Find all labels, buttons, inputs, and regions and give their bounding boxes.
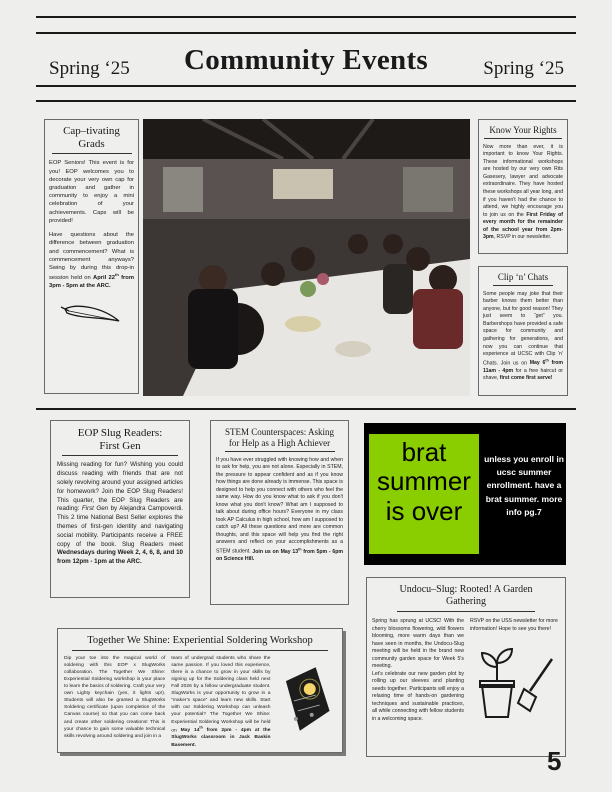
clip-chats-text: Some people may joke that their barber knows them better than anyone, but for good reason! They just seem to “get” you. Barbershops have provided a safe space for community and gathering for generations, and now you can continue that experience at UCSC with Clip ‘n’ Chats. Join us on May 6th from 11am - 4pm for a free haircut or shave, first come first serve! (483, 290, 563, 382)
undocu-slug-box (366, 577, 566, 757)
brat-green-block: brat summer is over (369, 434, 479, 554)
know-rights-text: Now more than ever, it is important to know Your Rights. These informational workshops are hosted by our very own Rits Gasesery, lawyer and advocate extraordinaire. They have hosted these workshops all year long, and if you haven't had the chance to attend, we highly encourage you to join us on the First Friday of every month for the remainder of the school year from 2pm-3pm, RSVP in our newsletter. (483, 143, 563, 241)
lighty-keychain-icon (276, 661, 336, 741)
soldering-title: Together We Shine: Experiential Soldering Workshop (87, 635, 313, 646)
slug-readers-text: Missing reading for fun? Wishing you could discuss reading with friends that are not solely revolving around your assigned articles for homework? Join the EOP Slug Readers! This quarter, the EOP Slug Readers are reading: First Gen by Alejandra Campoverdi. This 2 time National Best Seller explores the themes of first-gen identity and navigating social mobility. Participants receive a FREE copy of the book. Slug Readers meet Wednesdays during Week 2, 4, 6, 8, and 10 from 12pm - 1pm at the ARC. (57, 461, 183, 566)
undocu-col1-a: Spring has sprung at UCSC! With the cherry blossoms flowering, wild flowers blooming, more warm days than we have seen in months, the Undocu-Slug meeting will be held in the brand new community garden space for Week 5's meeting. (372, 618, 464, 670)
brat-side-text: unless you enroll in ucsc summer enrollment. have a brat summer. more info pg.7 (484, 454, 564, 517)
slug-readers-title: EOP Slug Readers: First Gen (77, 427, 163, 453)
feather-icon (57, 299, 127, 329)
stem-text: If you have ever struggled with knowing how and when to ask for help, you are not alone. Especially in STEM, the pressure to appear confident and as if you know how things are done already is immense. This space is designed to help you connect with others who feel the same way. How do you know what to ask if you don't know what you don't know? What am I supposed to talk about during office hours? Everyone in my class took AP Calculus in high school, how am I supposed to catch up? All these questions and more are common thoughts, and this space will help you find the right answers and reflect on your accomplishments as a STEM student. Join us on May 13th from 5pm - 6pm on Science Hill. (216, 456, 343, 563)
know-rights-title: Know Your Rights (489, 125, 557, 135)
page-number: 5 (547, 746, 562, 776)
season-left: Spring ‘25 (49, 58, 130, 79)
captivating-grads-box (44, 119, 139, 394)
undocu-title: Undocu–Slug: Rooted! A Garden Gathering (399, 584, 533, 607)
stem-title: STEM Counterspaces: Asking for Help as a High Achiever (225, 427, 334, 448)
season-right: Spring ‘25 (483, 58, 564, 79)
soldering-col1: Dip your toe into the magical world of soldering with this EOP x SlugWorks collaboration. The Together We Shine: Experiential Soldering workshop is your place to learn the basics of soldering. Craft your very own Lighty keychain (yes, it lights up!). Students will also be granted a SlugWorks Soldering certificate (upon completion of the Canvas course) so that you can come back and create other soldering creations! This is your chance to gain some valuable technical skills revolving around soldering and join in a (64, 655, 166, 739)
undocu-col2: RSVP on the USS newsletter for more information! Hope to see you there! (469, 618, 558, 632)
clip-chats-title: Clip ‘n’ Chats (497, 272, 549, 282)
slug-readers-box (50, 420, 190, 598)
soldering-col2: team of undergrad students who share the same passion. If you loved this experience, there is a chance to grow in your skills by signing up for the Soldering class held next Fall 2026 by a fellow undergraduate student. SlugWorks is your opportunity to grow in a “maker’s space” and learn new skills. Start with our Soldering Workshop can unleash your potential? The Together We Shine: Experiential Soldering Workshop will be held on May 14th from 2pm - 4pm at the SlugWorks classroom in Jack Baskin Basement. (171, 655, 271, 748)
soldering-box (57, 628, 343, 753)
undocu-col1-b: Let's celebrate our new garden plot by rolling up our sleeves and planting seeds together. Participants will enjoy a relaxing time of hands-on gardening techniques and sustainable practices, all while connecting with fellow students in a welcoming space. (372, 670, 464, 722)
know-your-rights-box (478, 119, 568, 254)
stem-box (210, 420, 349, 605)
brat-summer-ad (364, 423, 566, 565)
event-photo (143, 119, 470, 396)
clip-n-chats-box (478, 266, 568, 396)
captivating-title: Cap–tivating Grads (63, 125, 120, 151)
captivating-p2: Have questions about the difference between graduation and commencement? What is commencement anyways? Swing by during this drop-in session held on April 22th from 3pm - 5pm at the ARC. (49, 232, 134, 290)
garden-plant-icon (470, 641, 560, 721)
page-title: Community Events (183, 44, 429, 76)
captivating-p1: EOP Seniors! This event is for you! EOP welcomes you to decorate your very own cap for graduation and gather in community to enjoy a mini celebration of your achievements. Caps will be provided! (49, 160, 134, 224)
